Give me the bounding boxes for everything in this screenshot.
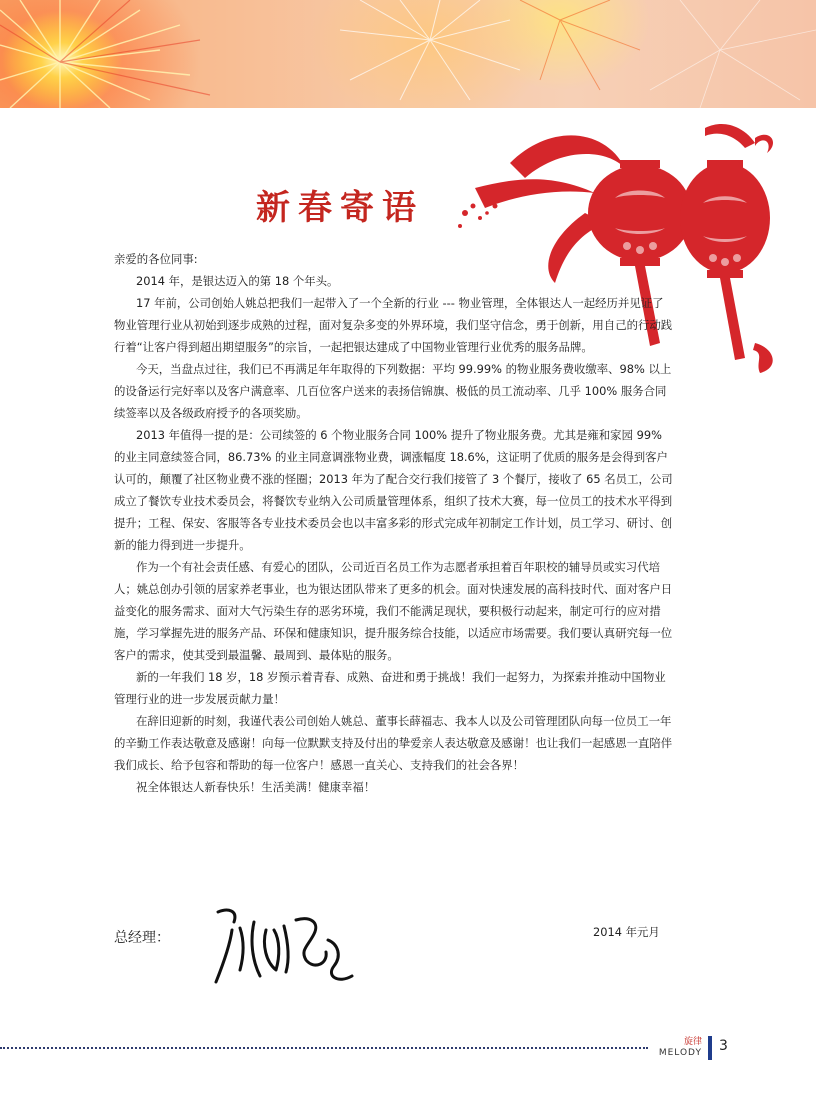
paragraph: 2013 年值得一提的是：公司续签的 6 个物业服务合同 100% 提升了物业服务费。尤其是雍和家园 99% 的业主同意续签合同，86.73% 的业主同意调涨物业费，调涨幅度 18.6%，这证明了优质的服务是会得到客户认可的，颠覆了社区物业费不涨的怪圈；2013 年为了配合交行我们接管了 3 个餐厅，接收了 65 名员工，公司成立了餐饮专业技术委员会，将餐饮专业纳入公司质量管理体系，组织了技术大赛，每一位员工的技术水平得到提升；工程、保安、客服等各专业技术委员会也以丰富多彩的形式完成年初制定工作计划，员工学习、研讨、创新的能力得到进一步提升。 bbox=[114, 428, 673, 552]
fireworks-icon bbox=[0, 0, 816, 108]
greeting: 亲爱的各位同事: bbox=[114, 252, 198, 266]
signatory-label: 总经理： bbox=[114, 930, 170, 946]
paragraph: 新的一年我们 18 岁，18 岁预示着青春、成熟、奋进和勇于挑战！我们一起努力，为探索并推动中国物业管理行业的进一步发展贡献力量！ bbox=[114, 670, 666, 706]
paragraph: 2014 年，是银达迈入的第 18 个年头。 bbox=[136, 274, 339, 288]
letter-date: 2014 年元月 bbox=[593, 925, 660, 939]
paragraph: 今天，当盘点过往，我们已不再满足年年取得的下列数据：平均 99.99% 的物业服务费收缴率、98% 以上的设备运行完好率以及客户满意率、几百位客户送来的表扬信锦旗、极低的员工流动率、几乎 100% 服务合同续签率以及各级政府授予的各项奖励。 bbox=[114, 362, 672, 420]
footer-divider bbox=[0, 1047, 648, 1049]
paragraph: 祝全体银达人新春快乐！生活美满！健康幸福！ bbox=[136, 780, 376, 794]
handwritten-signature-icon bbox=[210, 900, 370, 990]
paragraph: 在辞旧迎新的时刻，我谨代表公司创始人姚总、董事长薛福志、我本人以及公司管理团队向每一位员工一年的辛勤工作表达敬意及感谢！向每一位默默支持及付出的挚爱亲人表达敬意及感谢！也让我们一起感恩一直陪伴我们成长、给予包容和帮助的每一位客户！感恩一直关心、支持我们的社会各界！ bbox=[114, 714, 673, 772]
paragraph: 作为一个有社会责任感、有爱心的团队，公司近百名员工作为志愿者承担着百年职校的辅导员或实习代培人；姚总创办引领的居家养老事业，也为银达团队带来了更多的机会。面对快速发展的高科技时代、面对客户日益变化的服务需求、面对大气污染生存的恶劣环境，我们不能满足现状，要积极行动起来，制定可行的应对措施，学习掌握先进的服务产品、环保和健康知识，提升服务综合技能，以适应市场需要。我们要认真研究每一位客户的需求，使其受到最温馨、最周到、最体贴的服务。 bbox=[114, 560, 673, 662]
magazine-name-cn: 旋律 bbox=[683, 1037, 702, 1047]
magazine-name bbox=[650, 1036, 702, 1059]
page-title: 新春寄语 bbox=[256, 188, 424, 228]
page-number: 3 bbox=[719, 1038, 728, 1054]
magazine-name-en: MELODY bbox=[658, 1048, 702, 1058]
fireworks-banner bbox=[0, 0, 816, 108]
letter-body bbox=[114, 248, 674, 798]
footer-accent-bar bbox=[708, 1036, 712, 1060]
paragraph: 17 年前，公司创始人姚总把我们一起带入了一个全新的行业 --- 物业管理，全体银达人一起经历并见证了物业管理行业从初始到逐步成熟的过程，面对复杂多变的外界环境，我们坚守信念，勇于创新，用自己的行动践行着“让客户得到超出期望服务”的宗旨，一起把银达建成了中国物业管理行业优秀的服务品牌。 bbox=[114, 296, 673, 354]
